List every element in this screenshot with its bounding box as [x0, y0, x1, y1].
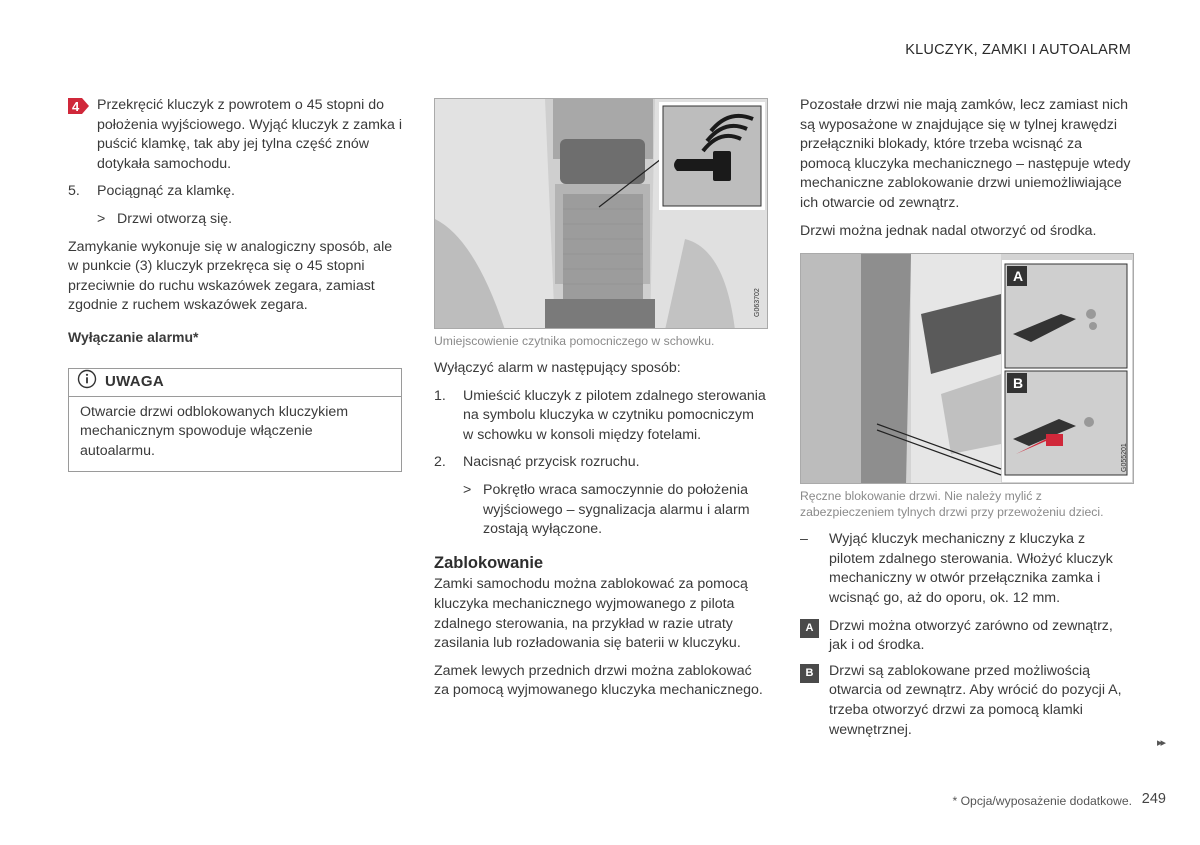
label-b-badge: B: [800, 664, 819, 683]
note-box: [68, 368, 402, 473]
result-arrow: >: [463, 481, 472, 498]
figure-door-lock: [800, 253, 1134, 484]
step-number-arrow-icon: [68, 98, 86, 114]
column-2: [434, 98, 768, 709]
footer-option-note: * Opcja/wyposażenie dodatkowe.: [952, 794, 1132, 808]
alarm-step-2-result: [463, 481, 768, 540]
item-b: [800, 662, 1134, 740]
doors-paragraph-1: Pozostałe drzwi nie mają zamków, lecz zamiast nich są wyposażone w znajdujące się w tylnej krawędzi przełączniki blokady, które trzeba wcisnąć za pomocą kluczyka mechanicznego – następuje wtedy mechaniczne zablokowanie drzwi uniemożliwiające ich otwarcie od zewnątrz.: [800, 97, 1131, 211]
svg-text:B: B: [1013, 375, 1024, 392]
alarm-step-1-text: Umieścić kluczyk z pilotem zdalnego sterowania na symbolu kluczyka w czytniku pomocniczym w schowku w konsoli między fotelami.: [463, 387, 766, 443]
item-a: [800, 617, 1134, 656]
dash-bullet: –: [800, 531, 808, 548]
step-5: [68, 182, 402, 202]
locking-paragraph-1: Zamki samochodu można zablokować za pomocą kluczyka mechanicznego wyjmowanego z pilota zdalnego sterowania, na przykład w razie utraty zasilania lub rozładowania się baterii w kluczyku.: [434, 576, 748, 652]
item-a-text: Drzwi można otworzyć zarówno od zewnątrz, jak i od środka.: [829, 617, 1113, 654]
alarm-step-1-number: 1.: [434, 387, 446, 404]
step-5-text: Pociągnąć za klamkę.: [97, 183, 236, 200]
alarm-step-2-number: 2.: [434, 454, 446, 471]
step-5-result-text: Drzwi otworzą się.: [117, 210, 233, 227]
locking-paragraph-2: Zamek lewych przednich drzwi można zablokować za pomocą wyjmowanego kluczyka mechanicznego.: [434, 662, 763, 699]
intro-text: Wyłączyć alarm w następujący sposób:: [434, 360, 681, 376]
alarm-step-1: [434, 387, 768, 446]
step-4-badge: [68, 96, 97, 174]
column-3: [800, 96, 1134, 746]
note-body: Otwarcie drzwi odblokowanych kluczykiem mechanicznym spowoduje włączenie autoalarmu.: [80, 403, 349, 459]
figure-caption: Ręczne blokowanie drzwi. Nie należy mylić z zabezpieczeniem tylnych drzwi przy przewożeniu dzieci.: [800, 489, 1104, 520]
page-number: 249: [1141, 791, 1166, 807]
figure-code: G055201: [1121, 443, 1128, 473]
doors-paragraph-2: Drzwi można jednak nadal otworzyć od środka.: [800, 222, 1097, 239]
figure-console-reader: [434, 98, 768, 329]
console-illustration: [435, 99, 768, 329]
continued-arrows-icon: ▸▸: [1156, 737, 1164, 749]
alarm-step-2-text: Nacisnąć przycisk rozruchu.: [463, 454, 640, 471]
figure-code: G063702: [754, 288, 761, 317]
svg-text:4: 4: [72, 99, 80, 114]
closing-paragraph: Zamykanie wykonuje się w analogiczny sposób, ale w punkcie (3) kluczyk przekręca się o 45 stopni przeciwnie do ruchu wskazówek zegara, zamiast zgodnie z ruchem wskazówek zegara.: [68, 238, 393, 314]
section-heading-alarm-off: Wyłączanie alarmu*: [68, 328, 199, 345]
note-header: [69, 369, 401, 397]
step-5-result: [97, 210, 402, 230]
step-5-number: 5.: [68, 183, 80, 200]
step-4-text: Przekręcić kluczyk z powrotem o 45 stopni do położenia wyjściowego. Wyjąć kluczyk z zamka i puścić klamkę, tak aby jej tylna część znów dotykała samochodu.: [97, 97, 403, 172]
svg-text:A: A: [1013, 268, 1024, 285]
alarm-step-2: [434, 453, 768, 473]
door-lock-illustration: [801, 254, 1134, 484]
instruction-item: [800, 530, 1134, 608]
figure-caption: Umiejscowienie czytnika pomocniczego w schowku.: [434, 334, 715, 348]
column-1: [68, 96, 402, 472]
info-icon: [77, 369, 97, 396]
page-header-title: KLUCZYK, ZAMKI I AUTOALARM: [905, 42, 1131, 58]
note-title: UWAGA: [105, 373, 164, 391]
section-heading-locking: Zablokowanie: [434, 553, 544, 572]
instruction-text: Wyjąć kluczyk mechaniczny z kluczyka z pilotem zdalnego sterowania. Włożyć kluczyk mechaniczny w otwór przełącznika zamka i wcisnąć go, aż do oporu, ok. 12 mm.: [829, 531, 1113, 606]
label-a-badge: A: [800, 619, 819, 638]
alarm-step-2-result-text: Pokrętło wraca samoczynnie do położenia wyjściowego – sygnalizacja alarmu i alarm zostają wyłączone.: [483, 481, 750, 538]
step-4: [68, 96, 402, 174]
item-b-text: Drzwi są zablokowane przed możliwością otwarcia od zewnątrz. Aby wrócić do pozycji A, trzeba otworzyć drzwi za pomocą klamki wewnętrznej.: [829, 662, 1122, 738]
result-arrow: >: [97, 210, 106, 227]
